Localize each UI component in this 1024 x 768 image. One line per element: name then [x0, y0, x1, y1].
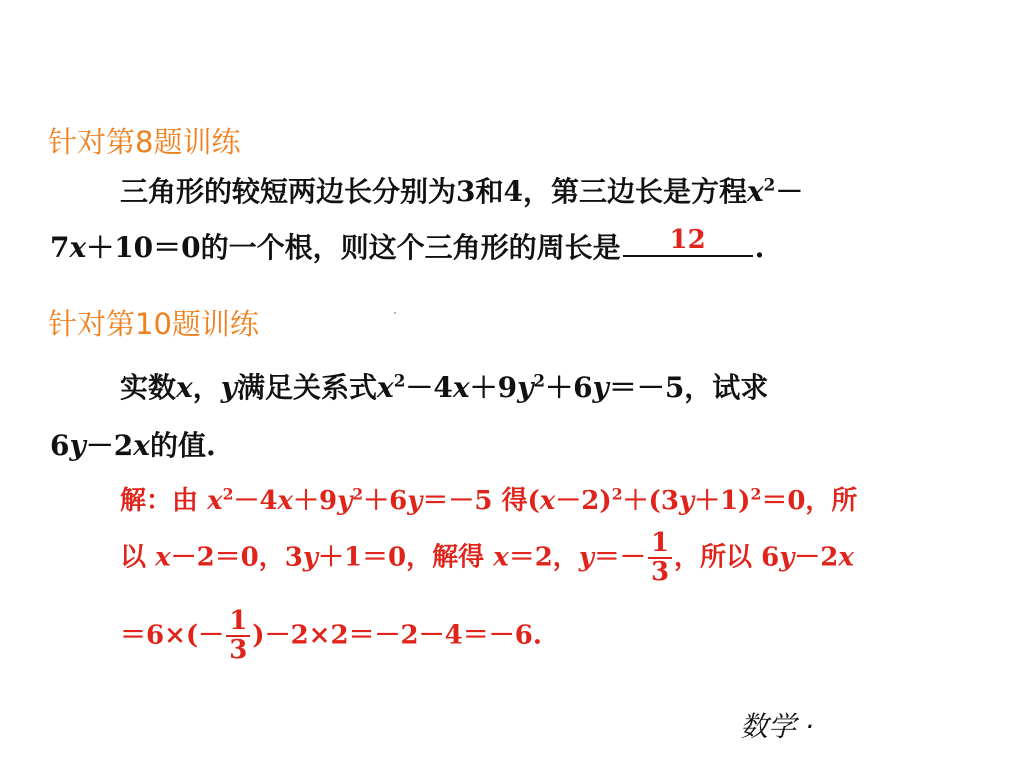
operator: － [775, 175, 804, 208]
var-y: y [592, 371, 609, 404]
term: ＋9 [469, 371, 518, 404]
exponent: 2 [222, 484, 234, 504]
question-8-line-1 [120, 170, 803, 210]
exponent: 2 [611, 484, 623, 504]
var-x: x [452, 371, 470, 404]
term: －2＝0，3 [170, 542, 303, 573]
period: . [754, 231, 765, 264]
var-x: x [69, 231, 87, 264]
q-text: 满足关系式 [237, 371, 378, 404]
q-text: 实数 [120, 371, 177, 404]
term: －4 [405, 371, 453, 404]
exponent: 2 [393, 370, 406, 391]
fraction-one-third [648, 530, 672, 587]
question-10-line-1 [120, 366, 768, 406]
var-x: x [377, 371, 394, 404]
subject-footer: 数学 · [740, 710, 814, 743]
var-y: y [517, 371, 534, 404]
coef: 6 [50, 429, 70, 462]
term: －2 [794, 542, 839, 573]
q-text: 的值. [149, 429, 216, 462]
question-8-text-2: ＋10＝0的一个根，则这个三角形的周长是 [86, 231, 621, 264]
term: ＝－5，试求 [608, 371, 769, 404]
var-x: x [207, 486, 223, 516]
term: )－2×2＝－2－4＝－6. [252, 620, 542, 651]
denominator: 3 [648, 557, 672, 586]
exponent: 2 [533, 370, 546, 391]
solution-line-1 [120, 480, 857, 517]
sol-text: ＋1＝0，解得 [317, 542, 494, 573]
term: ＋(3 [622, 486, 679, 516]
var-x: x [539, 486, 556, 516]
term: ＝2， [508, 542, 579, 573]
var-y: y [779, 542, 795, 573]
var-x: x [133, 429, 150, 462]
solution-line-3 [120, 608, 542, 665]
var-x: x [838, 542, 854, 573]
answer-value: 12 [669, 225, 706, 255]
term: ＝6×(－ [120, 620, 225, 651]
var-x: x [176, 371, 193, 404]
var-y: y [69, 429, 86, 462]
term: ＋6 [545, 371, 593, 404]
answer-blank [623, 227, 753, 257]
term: －4 [233, 486, 278, 516]
term: －2 [85, 429, 134, 462]
term: ＋9 [293, 486, 338, 516]
term: ＝－5 得( [422, 486, 540, 516]
numerator: 1 [650, 528, 670, 558]
var-x: x [746, 175, 764, 208]
question-8-line-2 [50, 226, 764, 266]
var-y: y [578, 542, 594, 573]
exponent: 2 [352, 484, 364, 504]
exponent: 2 [750, 484, 762, 504]
var-y: y [220, 371, 238, 404]
sol-text: 解：由 [120, 486, 208, 516]
stray-dot [394, 312, 396, 314]
var-y: y [407, 486, 423, 516]
var-x: x [155, 542, 171, 573]
question-10-line-2 [50, 424, 216, 464]
numerator: 1 [229, 606, 248, 636]
section-heading-8: 针对第8题训练 [48, 125, 241, 159]
sol-text: ＝0，所 [761, 486, 858, 516]
term: －2) [555, 486, 612, 516]
comma: ， [192, 371, 221, 404]
sol-text: ，所以 6 [674, 542, 780, 573]
denominator: 3 [226, 635, 250, 664]
exponent: 2 [763, 174, 776, 195]
var-y: y [678, 486, 695, 516]
sol-text: 以 [120, 542, 156, 573]
var-y: y [302, 542, 318, 573]
term: ＋1) [694, 486, 751, 516]
fraction-one-third [226, 608, 250, 665]
var-y: y [337, 486, 353, 516]
question-8-text: 三角形的较短两边长分别为3和4，第三边长是方程 [120, 175, 747, 208]
var-x: x [493, 542, 509, 573]
var-x: x [277, 486, 294, 516]
solution-line-2 [120, 530, 854, 587]
term: ＋6 [363, 486, 408, 516]
term: ＝－ [593, 542, 646, 573]
coef: 7 [50, 231, 70, 264]
section-heading-10: 针对第10题训练 [48, 307, 259, 341]
